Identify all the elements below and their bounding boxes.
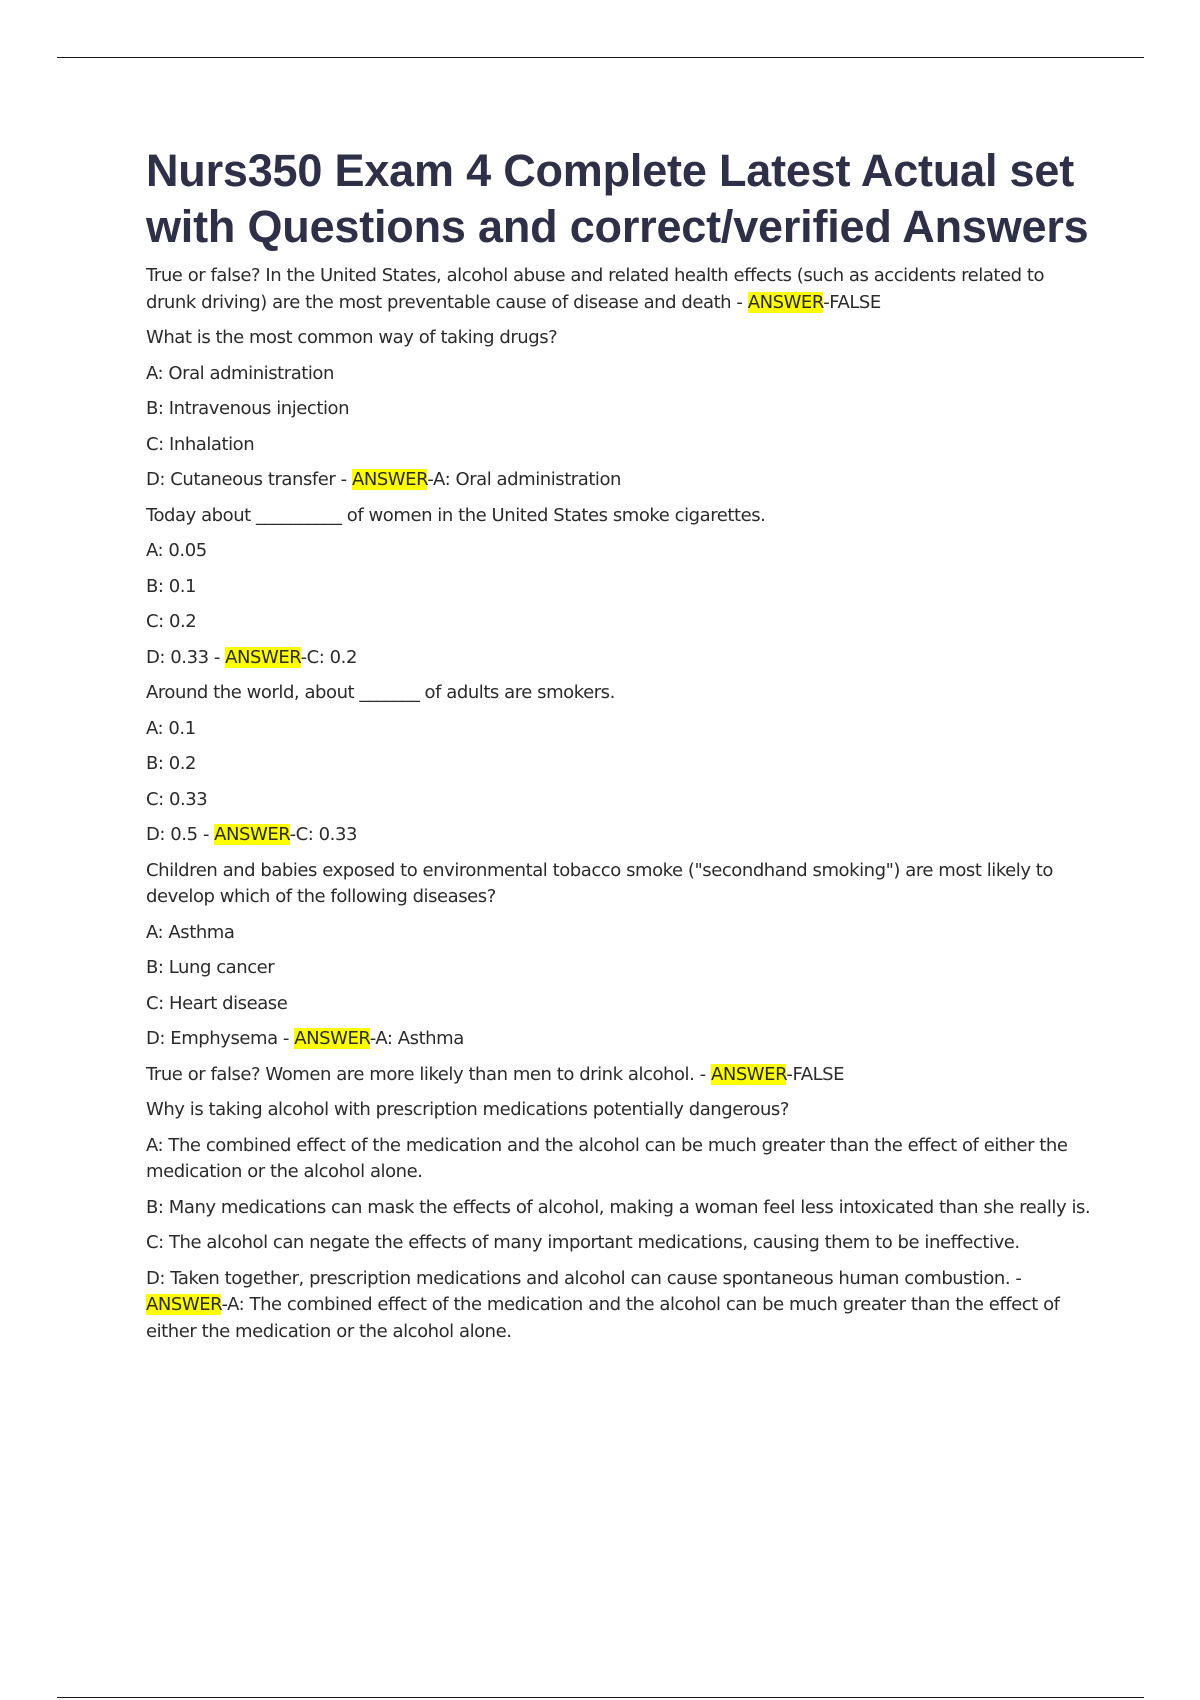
answer-text: -A: Oral administration [427, 469, 622, 490]
option-text: C: The alcohol can negate the effects of many important medications, causing them to be ineffective. [146, 1232, 1020, 1253]
option-text: A: 0.05 [146, 540, 207, 561]
bottom-rule [57, 1697, 1144, 1698]
option-text: B: Lung cancer [146, 957, 275, 978]
option-text: B: 0.2 [146, 753, 197, 774]
option-text: C: Inhalation [146, 433, 255, 455]
answer-text: -A: Asthma [369, 1028, 464, 1049]
option-text: D: Cutaneous transfer - [146, 469, 352, 490]
option-text: A: The combined effect of the medication and the alcohol can be much greater than the effect of either the medication or the alcohol alone. [146, 1134, 1068, 1182]
option-text: D: Taken together, prescription medications and alcohol can cause spontaneous human combustion. - [146, 1267, 1022, 1289]
answer-highlight: ANSWER [225, 646, 301, 668]
document-body [146, 143, 1096, 1354]
answer-text: -C: 0.33 [289, 824, 357, 845]
option-text: D: 0.5 - [146, 824, 215, 845]
answer-highlight: ANSWER [294, 1028, 370, 1049]
option-text: A: 0.1 [146, 717, 196, 739]
option-text: C: 0.33 [146, 788, 208, 810]
option-text: A: Asthma [146, 921, 235, 943]
question-text: True or false? Women are more likely than men to drink alcohol. - [146, 1063, 711, 1085]
option-text: D: Emphysema - [146, 1028, 295, 1049]
answer-highlight: ANSWER [747, 291, 824, 313]
answer-highlight: ANSWER [351, 469, 428, 490]
paragraph [146, 645, 1096, 672]
top-rule [57, 57, 1144, 58]
option-text: C: Heart disease [146, 992, 288, 1014]
answer-text: -C: 0.2 [300, 646, 357, 668]
paragraph [146, 1062, 1096, 1089]
paragraph [146, 1026, 1096, 1053]
option-text: B: 0.1 [146, 575, 197, 597]
paragraph [146, 822, 1096, 849]
question-text: Today about __________ of women in the United States smoke cigarettes. [146, 504, 766, 526]
option-text: D: 0.33 - [146, 646, 226, 668]
question-text: What is the most common way of taking drugs? [146, 327, 558, 348]
answer-highlight: ANSWER [214, 824, 290, 845]
answer-text: -FALSE [786, 1063, 845, 1085]
option-text: C: 0.2 [146, 611, 197, 632]
option-text: B: Many medications can mask the effects of alcohol, making a woman feel less intoxicated than she really is. [146, 1196, 1091, 1218]
answer-highlight: ANSWER [146, 1294, 222, 1315]
paragraph [146, 467, 1096, 494]
answer-highlight: ANSWER [710, 1063, 787, 1085]
answer-text: -FALSE [823, 291, 881, 313]
paragraph [146, 1266, 1096, 1346]
question-text: Children and babies exposed to environmental tobacco smoke ("secondhand smoking") are most likely to develop which of the following diseases? [146, 859, 1053, 907]
document-title: Nurs350 Exam 4 Complete Latest Actual set with Questions and correct/verified Answers [146, 145, 1089, 252]
question-text: Why is taking alcohol with prescription medications potentially dangerous? [146, 1099, 789, 1120]
paragraph [146, 263, 1096, 316]
paragraph-text: True or false? In the United States, alcohol abuse and related health effects (such as accidents related to drunk driving) are the most preventable cause of disease and death - [146, 265, 1045, 313]
option-text: A: Oral administration [146, 362, 334, 384]
question-text: Around the world, about _______ of adults are smokers. [146, 682, 615, 703]
answer-text: -A: The combined effect of the medication and the alcohol can be much greater than the effect of either the medication or the alcohol alone. [146, 1294, 1060, 1342]
option-text: B: Intravenous injection [146, 398, 350, 419]
